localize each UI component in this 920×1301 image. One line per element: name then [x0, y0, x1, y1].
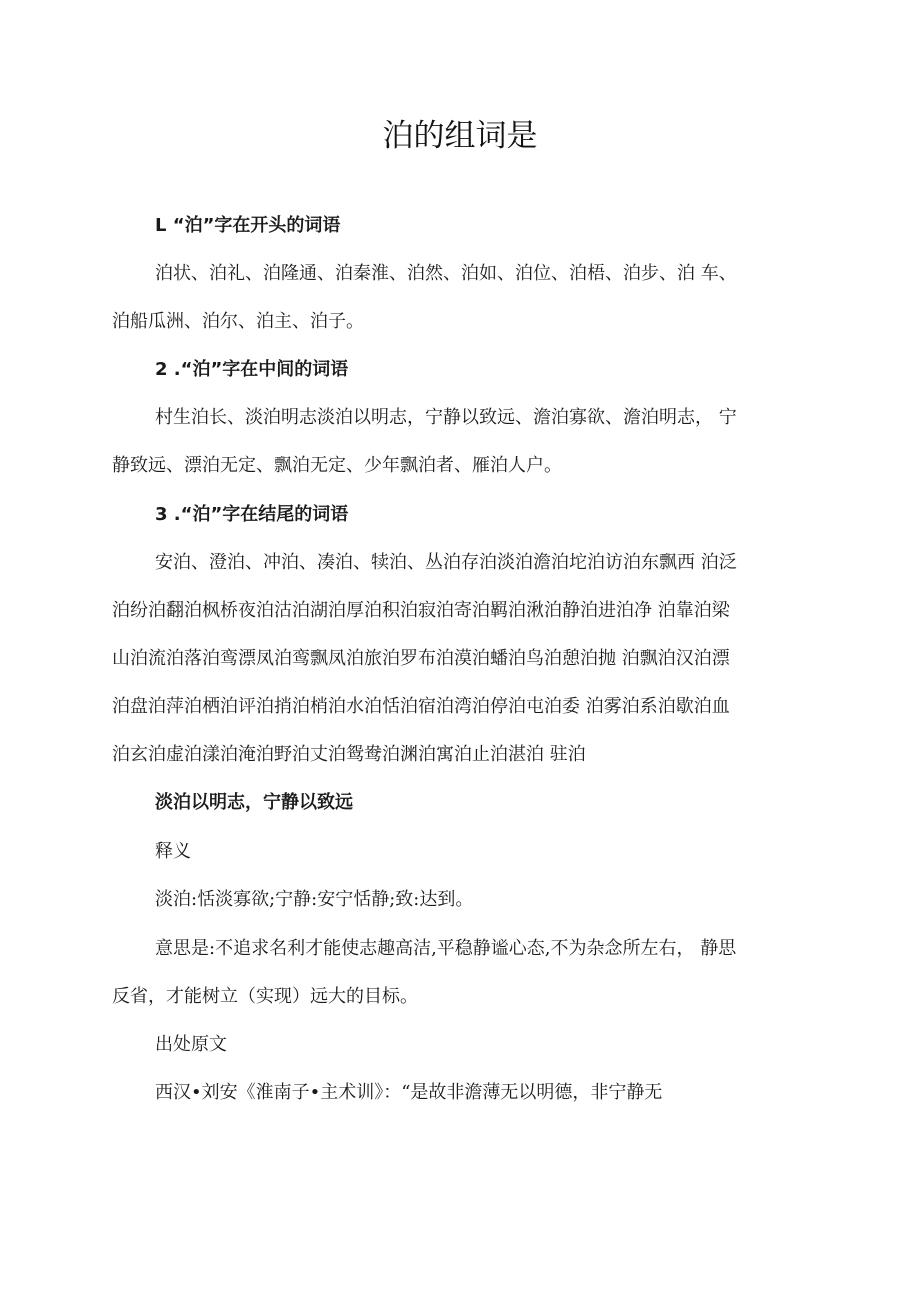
section3-line1: 安泊、澄泊、冲泊、凑泊、犊泊、丛泊存泊淡泊澹泊坨泊访泊东飘西 泊泛: [155, 552, 737, 573]
source-line: 西汉•刘安《淮南子•主术训》：“是故非澹薄无以明德，非宁静无: [155, 1082, 663, 1103]
idiom-heading: 淡泊以明志，宁静以致远: [155, 792, 353, 813]
meaning-line: 淡泊:恬淡寡欲;宁静:安宁恬静;致:达到。: [155, 889, 474, 910]
section2-line1: 村生泊长、淡泊明志淡泊以明志，宁静以致远、澹泊寡欲、澹泊明志， 宁: [155, 407, 737, 428]
section3-heading: 3 .“泊”字在结尾的词语: [155, 504, 349, 525]
explain-line2: 反省，才能树立（实现）远大的目标。: [112, 986, 418, 1007]
section3-line4: 泊盘泊萍泊栖泊评泊捎泊梢泊水泊恬泊宿泊湾泊停泊屯泊委 泊雾泊系泊歇泊血: [112, 696, 730, 717]
section3-line3: 山泊流泊落泊鸾漂凤泊鸾飘凤泊旅泊罗布泊漠泊蟠泊鸟泊憩泊抛 泊飘泊汉泊漂: [112, 648, 730, 669]
section3-line5: 泊玄泊虚泊漾泊淹泊野泊丈泊鸳鸯泊渊泊寓泊止泊湛泊 驻泊: [112, 744, 586, 765]
section1-line2: 泊船瓜洲、泊尔、泊主、泊子。: [112, 311, 364, 332]
section1-heading: L “泊”字在开头的词语: [155, 215, 341, 236]
section2-heading: 2 .“泊”字在中间的词语: [155, 359, 349, 380]
section2-line2: 静致远、漂泊无定、飘泊无定、少年飘泊者、雁泊人户。: [112, 455, 562, 476]
meaning-label: 释义: [155, 841, 191, 862]
section1-line1: 泊状、泊礼、泊隆通、泊秦淮、泊然、泊如、泊位、泊梧、泊步、泊 车、: [155, 263, 737, 284]
explain-line1: 意思是:不追求名利才能使志趣高洁,平稳静谧心态,不为杂念所左右， 静思: [155, 938, 737, 959]
page-title: 泊的组词是: [382, 118, 538, 154]
source-label: 出处原文: [155, 1034, 227, 1055]
section3-line2: 泊纷泊翻泊枫桥夜泊沽泊湖泊厚泊积泊寂泊寄泊羁泊湫泊静泊进泊净 泊靠泊梁: [112, 600, 730, 621]
